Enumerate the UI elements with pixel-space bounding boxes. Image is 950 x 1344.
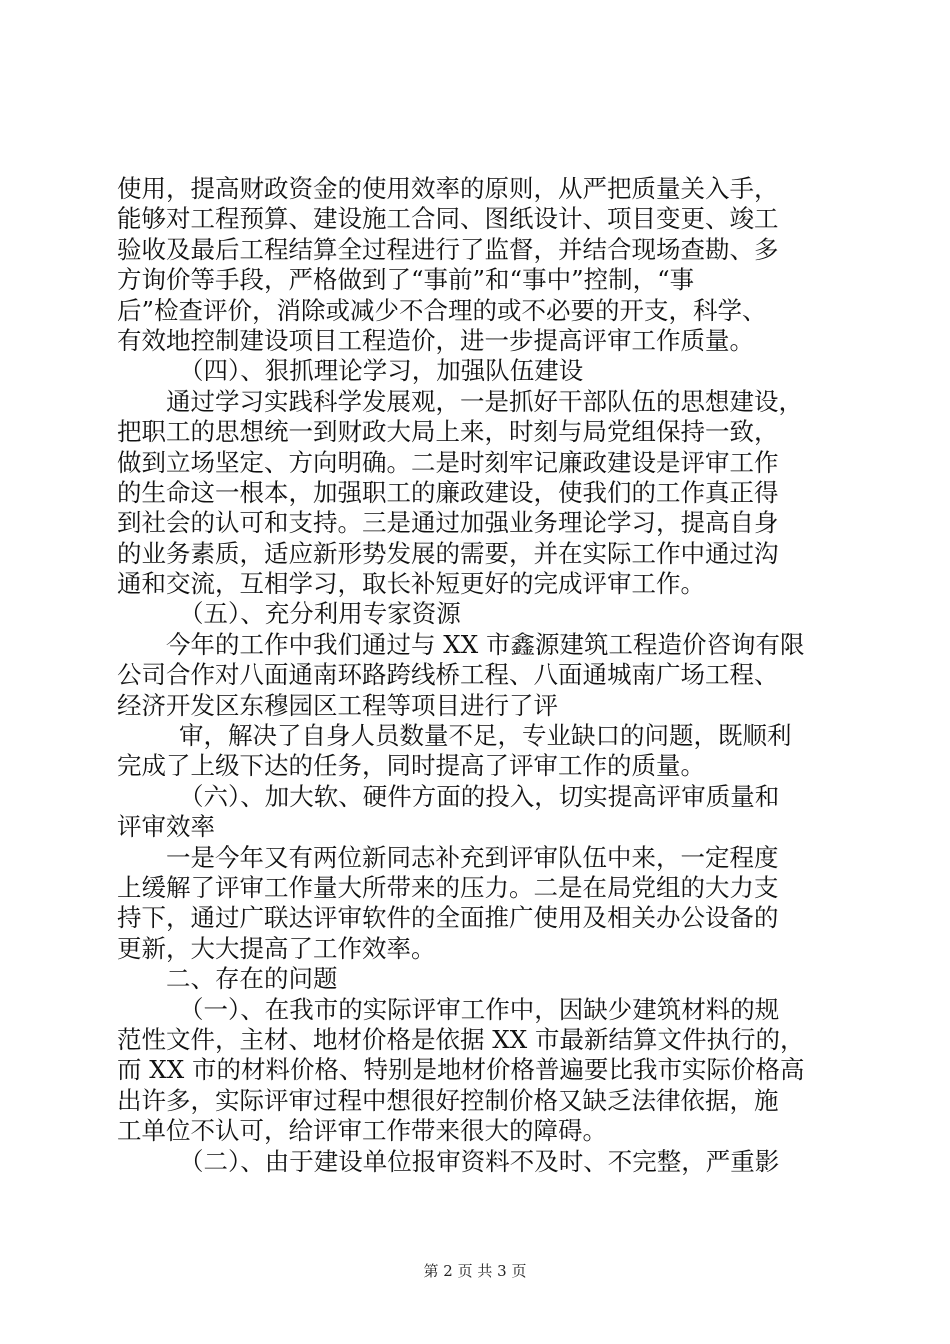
text-line: 工单位不认可，给评审工作带来很大的障碍。 — [117, 1116, 607, 1146]
text-line: 更新，大大提高了工作效率。 — [117, 933, 436, 963]
text-line: 有效地控制建设项目工程造价，进一步提高评审工作质量。 — [117, 325, 754, 355]
text-line: 评审效率 — [117, 812, 215, 842]
text-line: （五）、充分利用专家资源 — [179, 599, 461, 629]
text-line: 完成了上级下达的任务，同时提高了评审工作的质量。 — [117, 751, 705, 781]
text-line: 能够对工程预算、建设施工合同、图纸设计、项目变更、竣工 — [117, 204, 779, 234]
text-line: （六）、加大软、硬件方面的投入，切实提高评审质量和 — [179, 781, 780, 811]
text-line: 的生命这一根本，加强职工的廉政建设，使我们的工作真正得 — [117, 477, 779, 507]
text-line: 出许多，实际评审过程中想很好控制价格又缺乏法律依据，施 — [117, 1085, 779, 1115]
text-line: 上缓解了评审工作量大所带来的压力。二是在局党组的大力支 — [117, 872, 779, 902]
text-line: 通过学习实践科学发展观，一是抓好干部队伍的思想建设， — [166, 386, 803, 416]
page-footer: 第 2 页 共 3 页 — [423, 1262, 527, 1280]
text-line: 审，解决了自身人员数量不足，专业缺口的问题，既顺利 — [179, 721, 792, 751]
text-line: 而 XX 市的材料价格、特别是地材价格普遍要比我市实际价格高 — [117, 1055, 805, 1085]
text-line: 使用，提高财政资金的使用效率的原则，从严把质量关入手， — [117, 174, 779, 203]
text-line: 持下，通过广联达评审软件的全面推广使用及相关办公设备的 — [117, 903, 779, 933]
text-line: 的业务素质，适应新形势发展的需要，并在实际工作中通过沟 — [117, 538, 779, 568]
text-line: 验收及最后工程结算全过程进行了监督，并结合现场查勘、多 — [117, 234, 779, 264]
text-line: 后”检查评价，消除或减少不合理的或不必要的开支，科学、 — [117, 295, 767, 325]
text-line: 二、存在的问题 — [166, 964, 338, 994]
text-line: 经济开发区东穆园区工程等项目进行了评 — [117, 690, 558, 720]
text-line: 把职工的思想统一到财政大局上来，时刻与局党组保持一致， — [117, 417, 779, 447]
text-line: 通和交流，互相学习，取长补短更好的完成评审工作。 — [117, 569, 705, 599]
text-line: 做到立场坚定、方向明确。二是时刻牢记廉政建设是评审工作 — [117, 447, 779, 477]
text-line: 方询价等手段，严格做到了“事前”和“事中”控制，“事 — [117, 265, 695, 295]
text-line: （二）、由于建设单位报审资料不及时、不完整，严重影 — [179, 1146, 780, 1176]
text-line: 范性文件，主材、地材价格是依据 XX 市最新结算文件执行的， — [117, 1024, 805, 1054]
text-line: 今年的工作中我们通过与 XX 市鑫源建筑工程造价咨询有限 — [166, 629, 805, 659]
text-line: 公司合作对八面通南环路跨线桥工程、八面通城南广场工程、 — [117, 660, 779, 690]
text-line: 到社会的认可和支持。三是通过加强业务理论学习，提高自身 — [117, 508, 779, 538]
document-body — [117, 174, 837, 1177]
text-line: （一）、在我市的实际评审工作中，因缺少建筑材料的规 — [179, 994, 780, 1024]
text-line: （四）、狠抓理论学习，加强队伍建设 — [179, 356, 584, 386]
text-line: 一是今年又有两位新同志补充到评审队伍中来，一定程度 — [166, 842, 779, 872]
